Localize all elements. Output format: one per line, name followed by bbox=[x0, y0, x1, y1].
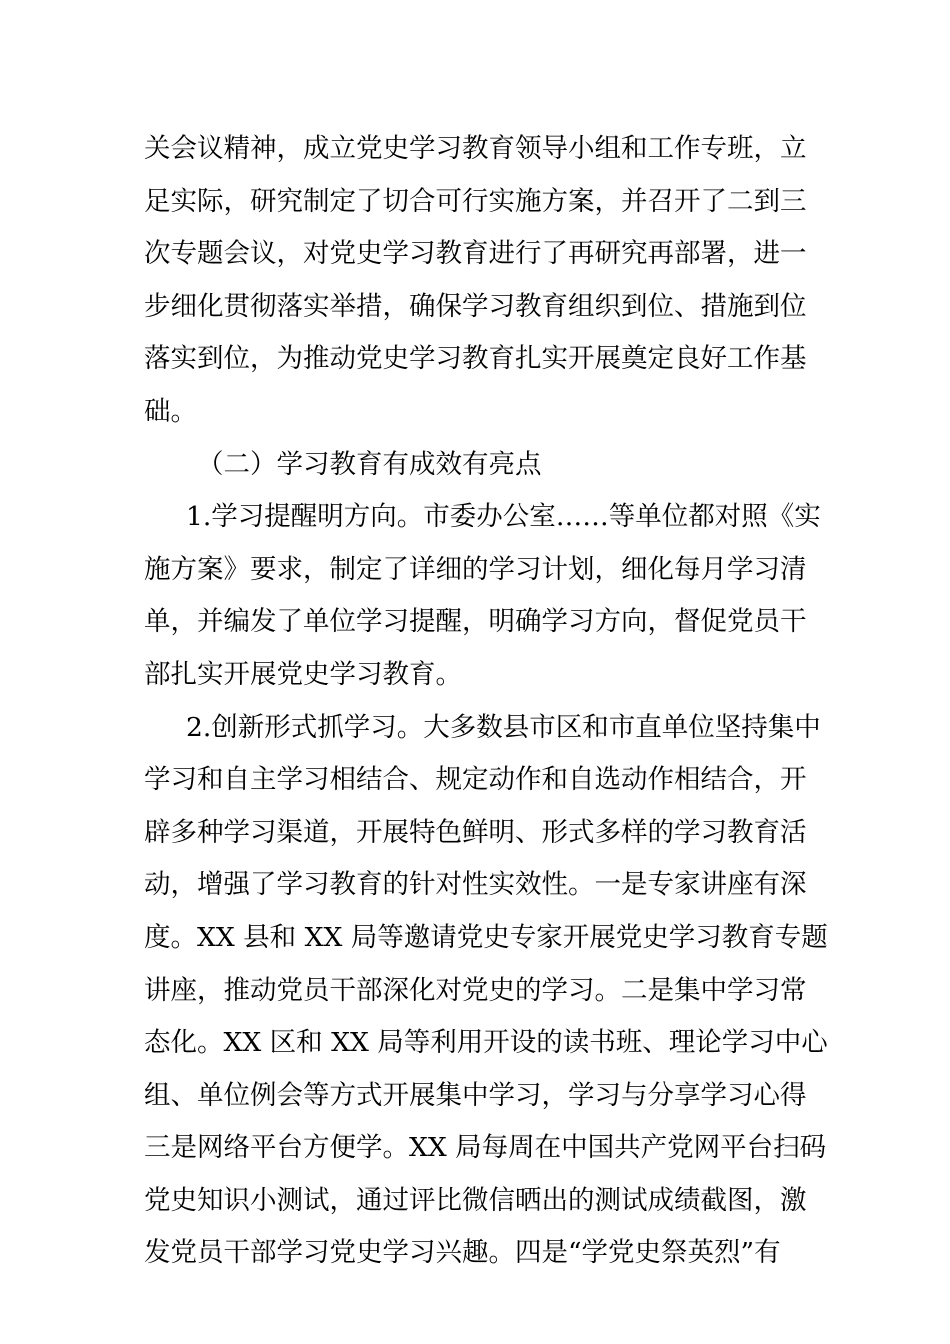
document-body bbox=[144, 123, 828, 1280]
paragraph-line: 次专题会议，对党史学习教育进行了再研究再部署，进一 bbox=[144, 238, 807, 270]
paragraph-line: 足实际，研究制定了切合可行实施方案，并召开了二到三 bbox=[144, 185, 807, 217]
paragraph-line: 落实到位，为推动党史学习教育扎实开展奠定良好工作基 bbox=[144, 343, 807, 375]
paragraph-line: 1.学习提醒明方向。市委办公室……等单位都对照《实 bbox=[186, 501, 821, 533]
paragraph-line: 度。XX 县和 XX 局等邀请党史专家开展党史学习教育专题 bbox=[144, 921, 828, 953]
paragraph-1 bbox=[144, 123, 810, 439]
paragraph-line: 步细化贯彻落实举措，确保学习教育组织到位、措施到位 bbox=[144, 290, 807, 322]
paragraph-line: 础。 bbox=[144, 395, 197, 427]
paragraph-line: 动，增强了学习教育的针对性实效性。一是专家讲座有深 bbox=[144, 869, 807, 901]
paragraph-2 bbox=[144, 491, 821, 701]
paragraph-line: 态化。XX 区和 XX 局等利用开设的读书班、理论学习中心 bbox=[144, 1027, 828, 1059]
section-heading: （二）学习教育有成效有亮点 bbox=[197, 448, 542, 480]
paragraph-3 bbox=[144, 702, 828, 1281]
paragraph-line: 部扎实开展党史学习教育。 bbox=[144, 658, 462, 690]
paragraph-line: 发党员干部学习党史学习兴趣。四是“学党史祭英烈”有 bbox=[144, 1237, 781, 1269]
paragraph-line: 三是网络平台方便学。XX 局每周在中国共产党网平台扫码 bbox=[144, 1132, 827, 1164]
paragraph-line: 辟多种学习渠道，开展特色鲜明、形式多样的学习教育活 bbox=[144, 816, 807, 848]
paragraph-line: 2.创新形式抓学习。大多数县市区和市直单位坚持集中 bbox=[186, 711, 821, 743]
paragraph-line: 讲座，推动党员干部深化对党史的学习。二是集中学习常 bbox=[144, 974, 807, 1006]
paragraph-line: 党史知识小测试，通过评比微信晒出的测试成绩截图，激 bbox=[144, 1184, 807, 1216]
paragraph-line: 关会议精神，成立党史学习教育领导小组和工作专班，立 bbox=[144, 133, 807, 164]
paragraph-line: 学习和自主学习相结合、规定动作和自选动作相结合，开 bbox=[144, 764, 807, 796]
paragraph-line: 单，并编发了单位学习提醒，明确学习方向，督促党员干 bbox=[144, 606, 807, 638]
paragraph-line: 施方案》要求，制定了详细的学习计划，细化每月学习清 bbox=[144, 553, 807, 585]
paragraph-line: 组、单位例会等方式开展集中学习，学习与分享学习心得 bbox=[144, 1079, 807, 1111]
